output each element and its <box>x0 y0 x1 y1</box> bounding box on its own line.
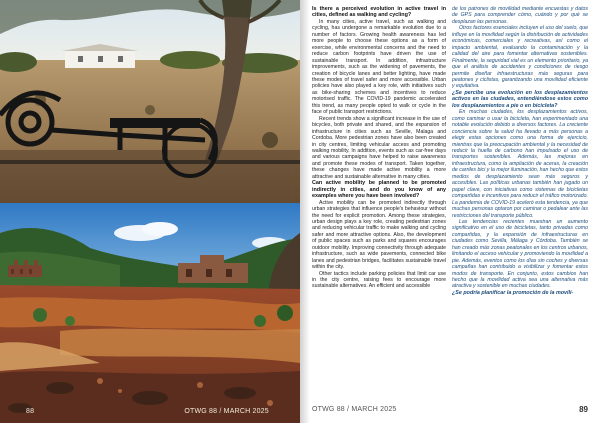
left-page-number: 88 <box>26 408 35 415</box>
right-issue-label: OTWG 88 / MARCH 2025 <box>312 406 397 413</box>
question-active-travel-es: ¿Se percibe una evolución en los desplazamientos activos en las ciudades, entendiéndose estos como los desplazamientos a pie o en bicicleta? <box>452 89 588 109</box>
question-promote-mobility-en: Can active mobility be planned to be promoted indirectly in cities, and do you know of any examples where you have been involved? <box>312 180 446 200</box>
question-active-travel-en: Is there a perceived evolution in active travel in cities, defined as walking and cycling? <box>312 6 446 19</box>
spanish-column <box>452 6 588 401</box>
photo-farmyard-cart <box>0 0 300 203</box>
paragraph: de los patrones de movilidad mediante encuestas y datos de GPS para comprender cómo, cuándo y por qué se desplazan las personas. <box>452 6 588 25</box>
mining-landscape-image <box>0 203 300 423</box>
paragraph: Otros factores esenciales incluyen el uso del suelo, que influye en la movilidad según la distribución de actividades económicas, comerciales y recreativas, así como el impacto ambiental, evaluando la contaminación y la calidad del aire para fomentar alternativas sostenibles. Finalmente, la seguridad vial es un elemento prioritario, ya que el análisis de accidentes y condiciones de riesgo permite diseñar infraestructuras más seguras para peatones y ciclistas, garantizando una movilidad eficiente y equitativa. <box>452 25 588 90</box>
gutter-shadow <box>300 0 310 423</box>
paragraph: En muchas ciudades, los desplazamientos activos, como caminar o usar la bicicleta, han experimentado una notable evolución debido a diversos factores. La creciente conciencia sobre la salud ha llevado a más personas a elegir estas opciones como una forma de ejercicio, mientras que la preocupación ambiental y la necesidad de reducir la huella de carbono han impulsado el uso de transportes sostenibles. Además, las mejoras en infraestructura, como la ampliación de aceras, la creación de carriles bici y la mejor iluminación, han hecho que estos medios de desplazamiento sean más seguros y accesibles. Las políticas urbanas también han jugado un papel clave, con iniciativas como sistemas de bicicletas compartidas e incentivos para reducir el tráfico motorizado. La pandemia de COVID-19 aceleró esta tendencia, ya que muchas personas optaron por caminar o pedalear ante las restricciones del transporte público. <box>452 109 588 219</box>
right-page-footer <box>312 406 588 416</box>
question-promote-mobility-es: ¿Se podría planificar la promoción de la movili- <box>452 289 574 296</box>
paragraph: Las tendencias recientes muestran un aumento significativo en el uso de bicicletas, tanto privadas como compartidas, y la expansión de infraestructuras en ciudades como Sevilla, Málaga y Córdoba. También se han creado más zonas peatonales en los centros urbanos, limitando el acceso vehicular y promoviendo la movilidad a pie. Además, eventos como los días sin coches y diversas campañas han contribuido a visibilizar y fomentar estos modos de transporte. En conjunto, estos cambios han hecho que la movilidad activa sea una alternativa más atractiva y sostenible en muchas ciudades. <box>452 218 588 290</box>
right-page-number: 89 <box>579 405 588 414</box>
paragraph: Active mobility can be promoted indirectly through urban strategies that influence people's behaviour without the need for explicit promotion. Among these strategies, urban design plays a key role, creating pedestrian zones and reducing vehicular traffic to make walking and cycling safer and more attractive options. Also, the development of public spaces such as parks and squares encourages outdoor mobility. Improving connectivity through adequate infrastructure, such as wide pavements, connected bike lanes and pedestrian bridges, facilitates sustainable travel within the city. <box>312 199 446 271</box>
paragraph: Recent trends show a significant increase in the use of bicycles, both private and shared, and the expansion of infrastructure in cities such as Seville, Malaga and Cordoba. More pedestrian zones have also been created in city centres, limiting vehicular access and promoting walking mobility. In addition, events such as car-free days and various campaigns have helped to raise awareness and promote these modes of transport. Taken together, these changes have made active mobility a more attractive and sustainable alternative in many cities. <box>312 115 446 180</box>
left-page-folio <box>26 408 269 415</box>
left-issue-label: OTWG 88 / MARCH 2025 <box>184 408 269 415</box>
paragraph: Other tactics include parking policies that limit car use in the city centre, raising fees to encourage more sustainable alternatives. An efficient and accessible <box>312 270 446 290</box>
english-column <box>312 6 446 401</box>
right-page <box>300 0 600 423</box>
farmyard-cart-image <box>0 0 300 203</box>
paragraph: In many cities, active travel, such as walking and cycling, has undergone a remarkable evolution due to a number of factors. Growing health awareness has led more people to choose these options as a form of exercise, while environmental concerns and the need to reduce carbon footprints have driven the use of sustainable transport. In addition, infrastructure improvements, such as the widening of pavements, the creation of bicycle lanes and better lighting, have made these modes of travel safer and more accessible. Urban policies have also played a key role, with initiatives such as bike-sharing schemes and incentives to reduce motorised traffic. The COVID-19 pandemic accelerated this trend, as many people opted to walk or cycle in the face of public transport restrictions. <box>312 18 446 116</box>
photo-mining-landscape <box>0 203 300 423</box>
